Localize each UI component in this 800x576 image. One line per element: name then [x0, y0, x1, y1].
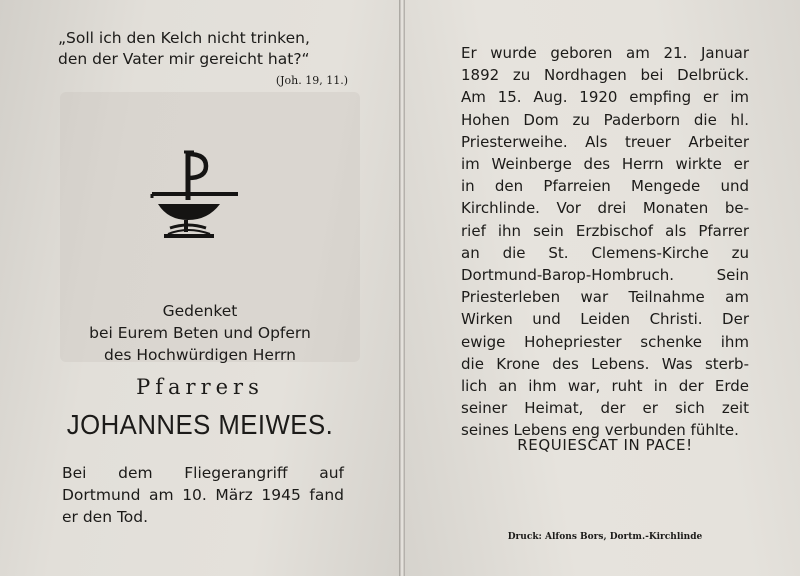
memorial-line-2: bei Eurem Beten und Opfern [89, 324, 311, 342]
printer-credit: Druck: Alfons Bors, Dortm.-Kirchlinde [507, 532, 703, 542]
biography-line: lich an ihm war, ruht in der Erde [461, 377, 749, 396]
scripture-quote [58, 28, 348, 91]
biography [461, 42, 749, 442]
quote-line-2: den der Vater mir gereicht hat?“ [58, 50, 310, 68]
memorial-line-1: Gedenket [162, 302, 238, 320]
quote-reference: (Joh. 19, 11.) [275, 74, 348, 87]
biography-line: 1892 zu Nordhagen bei Delbrück. [461, 66, 749, 85]
biography-line: an die St. Clemens-Kirche zu [461, 243, 749, 262]
biography-line: rief ihn sein Erzbischof als Pfarrer [461, 221, 749, 240]
memorial-line-3: des Hochwürdigen Herrn [104, 346, 296, 364]
biography-line: seines Lebens eng verbunden fühlte. [461, 421, 739, 440]
biography-line: Er wurde geboren am 21. Januar [461, 44, 749, 62]
biography-line: in den Pfarreien Mengede und [461, 177, 749, 196]
biography-line: Hohen Dom zu Paderborn die hl. [461, 110, 749, 129]
right-page [405, 0, 800, 576]
biography-line: seiner Heimat, der er sich zeit [461, 399, 749, 418]
biography-line: im Weinberge des Herrn wirkte er [461, 155, 749, 174]
biography-line: Am 15. Aug. 1920 empfing er im [461, 88, 749, 107]
biography-line: die Krone des Lebens. Was sterb- [461, 354, 749, 373]
biography-line: Kirchlinde. Vor drei Monaten be- [461, 199, 749, 218]
closing-prayer: REQUIESCAT IN PACE! [517, 436, 693, 454]
deceased-name: JOHANNES MEIWES. [66, 409, 334, 440]
chalice-chi-rho-icon [148, 148, 244, 244]
biography-line: Priesterweihe. Als treuer Arbeiter [461, 132, 749, 151]
death-notice: Bei dem Fliegerangriff auf Dortmund am 10. März 1945 fand er den Tod. [62, 464, 344, 526]
quote-line-1: „Soll ich den Kelch nicht trinken, [58, 29, 310, 47]
memorial-text [20, 300, 380, 440]
clergy-title: Pfarrers [136, 375, 264, 399]
biography-line: Priesterleben war Teilnahme am [461, 288, 749, 307]
left-page [0, 0, 399, 576]
biography-line: Wirken und Leiden Christi. Der [461, 310, 749, 329]
biography-line: Dortmund-Barop-Hombruch. Sein [461, 266, 749, 285]
biography-line: ewige Hohepriester schenke ihm [461, 332, 749, 351]
